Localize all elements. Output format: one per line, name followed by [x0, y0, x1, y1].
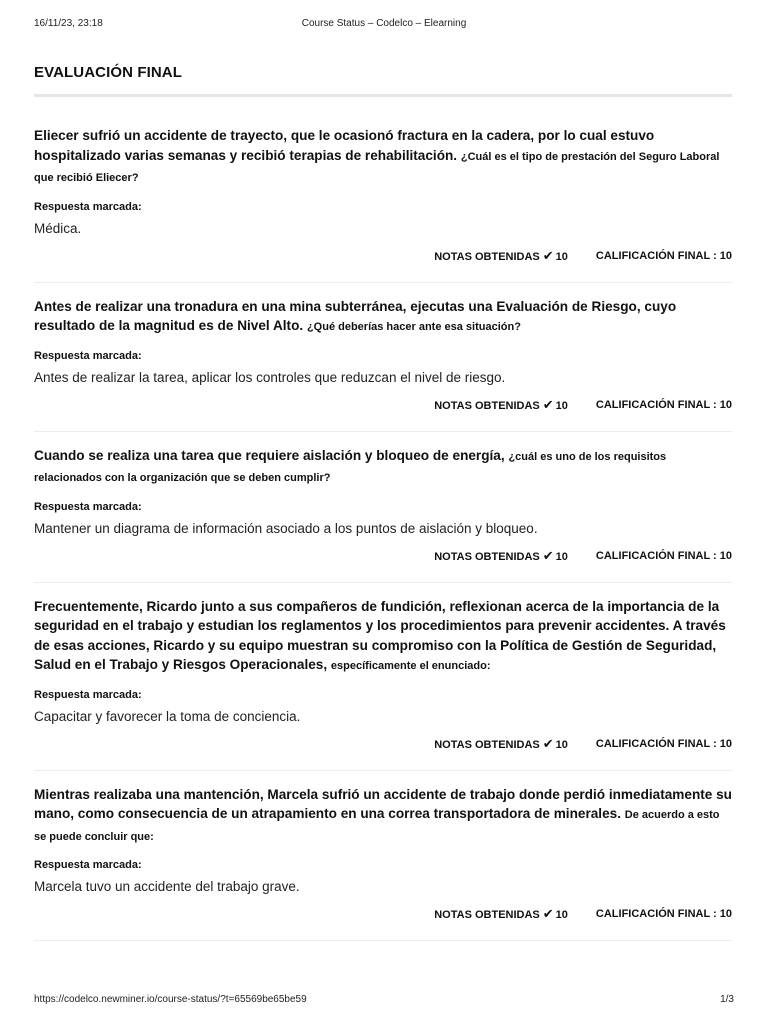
- question-main: Eliecer sufrió un accidente de trayecto, que le ocasionó fractura en la cadera, por lo cual estuvo hospitalizado varias semanas y recibió terapias de rehabilitación.: [34, 128, 655, 163]
- question-main: Frecuentemente, Ricardo junto a sus compañeros de fundición, reflexionan acerca de la importancia de la seguridad en el trabajo y estudian los reglamentos y los procedimientos para prevenir accidentes. A través de esas acciones, Ricardo y su equipo muestran su compromiso con la Política de Gestión de Seguridad, Salud en el Trabajo y Riesgos Operacionales,: [34, 598, 726, 672]
- final-grade: CALIFICACIÓN FINAL : 10: [595, 249, 732, 262]
- final-grade: CALIFICACIÓN FINAL : 10: [595, 737, 732, 750]
- notes-obtained: [434, 548, 568, 564]
- answer-text: Marcela tuvo un accidente del trabajo grave.: [34, 879, 300, 894]
- question-prompt: específicamente el enunciado:: [330, 660, 491, 672]
- notes-value: 10: [555, 738, 568, 751]
- answer-label: Respuesta marcada:: [34, 200, 142, 213]
- question-text: [34, 297, 732, 338]
- answer-label: Respuesta marcada:: [34, 349, 142, 362]
- page-title: EVALUACIÓN FINAL: [34, 64, 182, 81]
- notes-label: NOTAS OBTENIDAS: [434, 909, 540, 921]
- final-grade: CALIFICACIÓN FINAL : 10: [595, 549, 732, 562]
- answer-text: Capacitar y favorecer la toma de conciencia.: [34, 708, 301, 724]
- question-text: [34, 446, 732, 489]
- question-item: [34, 597, 732, 771]
- check-icon: ✔: [542, 396, 554, 412]
- page-number: 1/3: [720, 994, 734, 1005]
- score-row: [34, 736, 732, 752]
- page-url-link[interactable]: https://codelco.newminer.io/course-status/?t=65569be65be59: [34, 994, 307, 1005]
- check-icon: ✔: [542, 247, 554, 263]
- final-grade: CALIFICACIÓN FINAL : 10: [595, 398, 732, 411]
- print-datetime: 16/11/23, 23:18: [34, 18, 103, 29]
- score-row: [34, 906, 732, 922]
- notes-label: NOTAS OBTENIDAS: [434, 550, 540, 563]
- final-grade: CALIFICACIÓN FINAL : 10: [595, 908, 732, 920]
- notes-obtained: [434, 248, 568, 264]
- notes-label: NOTAS OBTENIDAS: [434, 250, 540, 263]
- answer-text: Mantener un diagrama de información asociado a los puntos de aislación y bloqueo.: [34, 520, 538, 536]
- score-row: [34, 548, 732, 564]
- print-footer: [34, 994, 734, 1008]
- question-item: [34, 785, 732, 942]
- answer-label: Respuesta marcada:: [34, 688, 142, 701]
- notes-label: NOTAS OBTENIDAS: [434, 738, 540, 751]
- print-title: Course Status – Codelco – Elearning: [301, 18, 467, 29]
- notes-value: 10: [555, 399, 568, 412]
- notes-value: 10: [555, 909, 568, 921]
- check-icon: ✔: [542, 735, 554, 751]
- check-icon: ✔: [542, 906, 554, 921]
- question-prompt: ¿Cuál es el tipo de prestación del Seguro Laboral que recibió Eliecer?: [34, 150, 720, 184]
- answer-text: Médica.: [34, 220, 82, 236]
- notes-obtained: [434, 906, 568, 922]
- notes-value: 10: [555, 550, 568, 563]
- question-prompt: De acuerdo a esto se puede concluir que:: [34, 809, 720, 843]
- question-prompt: ¿Qué deberías hacer ante esa situación?: [306, 321, 521, 333]
- question-main: Cuando se realiza una tarea que requiere aislación y bloqueo de energía,: [34, 447, 505, 463]
- answer-label: Respuesta marcada:: [34, 859, 142, 871]
- question-list: [34, 126, 732, 955]
- notes-label: NOTAS OBTENIDAS: [434, 399, 540, 412]
- title-divider: [34, 94, 732, 97]
- question-item: [34, 297, 732, 432]
- question-item: [34, 446, 732, 583]
- question-main: Antes de realizar una tronadura en una mina subterránea, ejecutas una Evaluación de Riesgo, cuyo resultado de la magnitud es de Nivel Alto.: [34, 298, 677, 333]
- answer-label: Respuesta marcada:: [34, 500, 142, 513]
- notes-obtained: [434, 397, 568, 413]
- score-row: [34, 397, 732, 413]
- answer-text: Antes de realizar la tarea, aplicar los controles que reduzcan el nivel de riesgo.: [34, 369, 506, 385]
- notes-obtained: [434, 736, 568, 752]
- notes-value: 10: [555, 250, 568, 263]
- question-text: [34, 597, 732, 677]
- check-icon: ✔: [542, 547, 554, 563]
- question-prompt: ¿cuál es uno de los requisitos relacionados con la organización que se deben cumplir?: [34, 450, 667, 484]
- question-text: [34, 126, 732, 189]
- print-header: [34, 18, 734, 32]
- question-item: [34, 126, 732, 283]
- question-main: Mientras realizaba una mantención, Marcela sufrió un accidente de trabajo donde perdió inmediatamente su mano, como consecuencia de un atrapamiento en una correa transportadora de minerales.: [34, 786, 732, 821]
- score-row: [34, 248, 732, 264]
- question-text: [34, 785, 732, 848]
